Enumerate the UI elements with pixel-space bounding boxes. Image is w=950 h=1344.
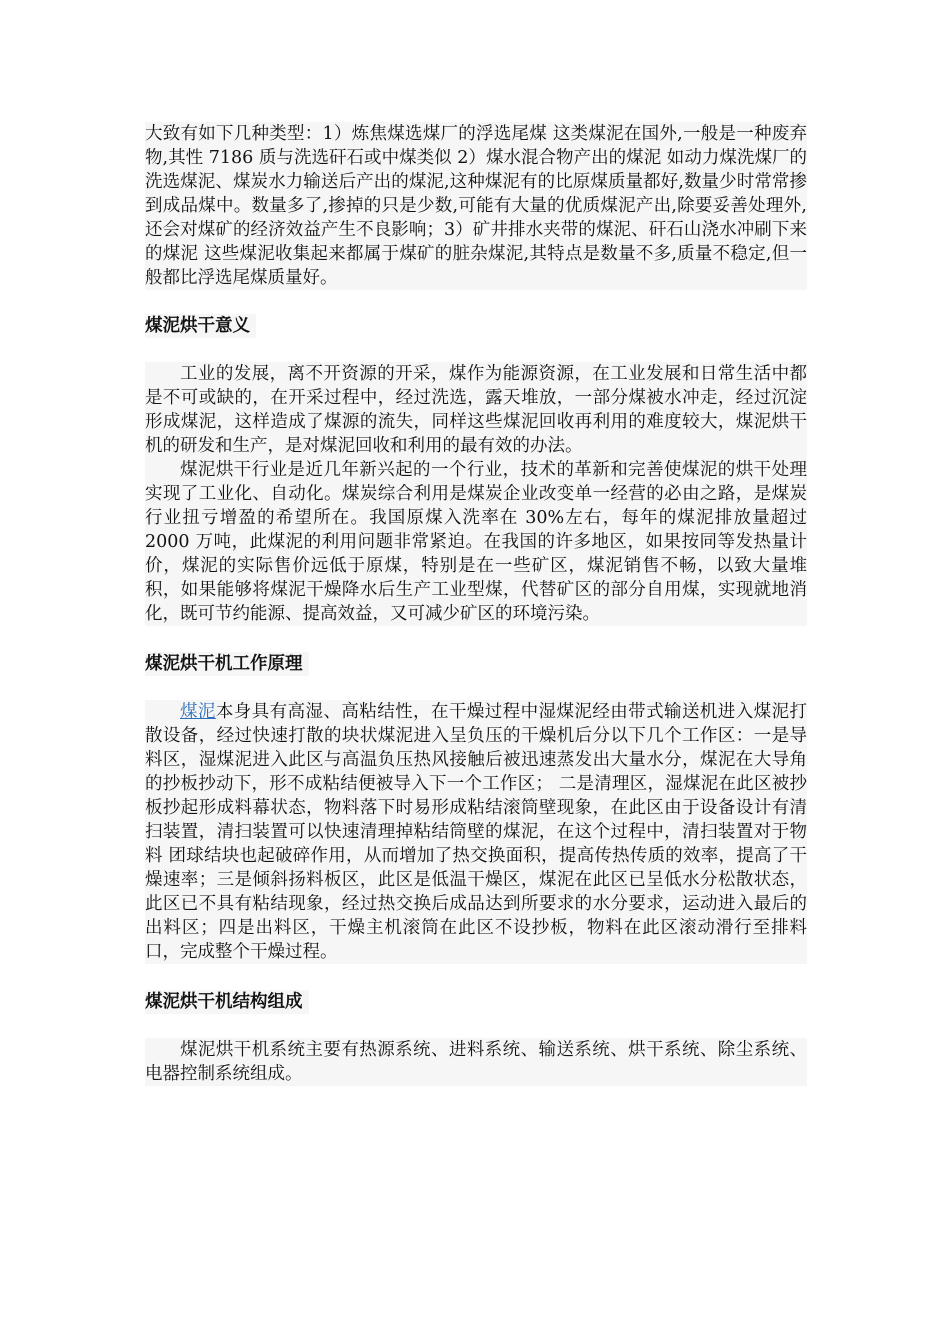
section-heading: 煤泥烘干机工作原理 [145, 652, 309, 676]
structure-block [145, 1038, 807, 1086]
section-principle [145, 652, 807, 676]
intro-paragraph: 大致有如下几种类型：1）炼焦煤选煤厂的浮选尾煤 这类煤泥在国外,一般是一种废弃物,其性 7186 质与洗选矸石或中煤类似 2）煤水混合物产出的煤泥 如动力煤洗煤厂的洗选煤泥、煤炭水力输送后产出的煤泥,这种煤泥有的比原煤质量都好,数量少时常常掺到成品煤中。数量多了,掺掉的只是少数,可能有大量的优质煤泥产出,除要妥善处理外,还会对煤矿的经济效益产生不良影响；3）矿井排水夹带的煤泥、矸石山浇水冲刷下来的煤泥 这些煤泥收集起来都属于煤矿的脏杂煤泥,其特点是数量不多,质量不稳定,但一般都比浮选尾煤质量好。 [145, 124, 807, 288]
significance-paragraph-1: 工业的发展，离不开资源的开采，煤作为能源资源，在工业发展和日常生活中都是不可或缺的，在开采过程中，经过洗选，露天堆放，一部分煤被水冲走，经过沉淀形成煤泥，这样造成了煤源的流失，同样这些煤泥回收再利用的难度较大，煤泥烘干机的研发和生产，是对煤泥回收和利用的最有效的办法。 [145, 364, 807, 456]
structure-paragraph: 煤泥烘干机系统主要有热源系统、进料系统、输送系统、烘干系统、除尘系统、电器控制系统组成。 [145, 1040, 807, 1084]
section-structure [145, 990, 807, 1014]
section-heading: 煤泥烘干意义 [145, 314, 256, 338]
coal-slime-link[interactable]: 煤泥 [180, 702, 216, 722]
principle-paragraph [145, 700, 807, 964]
intro-block [145, 122, 807, 290]
section-heading: 煤泥烘干机结构组成 [145, 990, 309, 1014]
significance-paragraph-2: 煤泥烘干行业是近几年新兴起的一个行业，技术的革新和完善使煤泥的烘干处理实现了工业化、自动化。煤炭综合利用是煤炭企业改变单一经营的必由之路，是煤炭行业扭亏增盈的希望所在。我国原煤入洗率在 30%左右，每年的煤泥排放量超过 2000 万吨，此煤泥的利用问题非常紧迫。在我国的许多地区，如果按同等发热量计价，煤泥的实际售价远低于原煤，特别是在一些矿区，煤泥销售不畅，以致大量堆积，如果能够将煤泥干燥降水后生产工业型煤，代替矿区的部分自用煤，实现就地消化，既可节约能源、提高效益，又可减少矿区的环境污染。 [145, 460, 807, 624]
significance-block [145, 362, 807, 626]
principle-block [145, 700, 807, 964]
document-body [145, 122, 807, 1086]
section-significance [145, 314, 807, 338]
principle-text: 本身具有高湿、高粘结性，在干燥过程中湿煤泥经由带式输送机进入煤泥打散设备，经过快速打散的块状煤泥进入呈负压的干燥机后分以下几个工作区：一是导料区，湿煤泥进入此区与高温负压热风接触后被迅速蒸发出大量水分，煤泥在大导角的抄板抄动下，形不成粘结便被导入下一个工作区； 二是清理区，湿煤泥在此区被抄板抄起形成料幕状态，物料落下时易形成粘结滚筒壁现象，在此区由于设备设计有清扫装置，清扫装置可以快速清理掉粘结筒壁的煤泥，在这个过程中，清扫装置对于物料 团球结块也起破碎作用，从而增加了热交换面积，提高传热传质的效率，提高了干燥速率；三是倾斜扬料板区，此区是低温干燥区，煤泥在此区已呈低水分松散状态，此区已不具有粘结现象，经过热交换后成品达到所要求的水分要求，运动进入最后的出料区；四是出料区，干燥主机滚筒在此区不设抄板，物料在此区滚动滑行至排料口，完成整个干燥过程。 [145, 702, 808, 962]
